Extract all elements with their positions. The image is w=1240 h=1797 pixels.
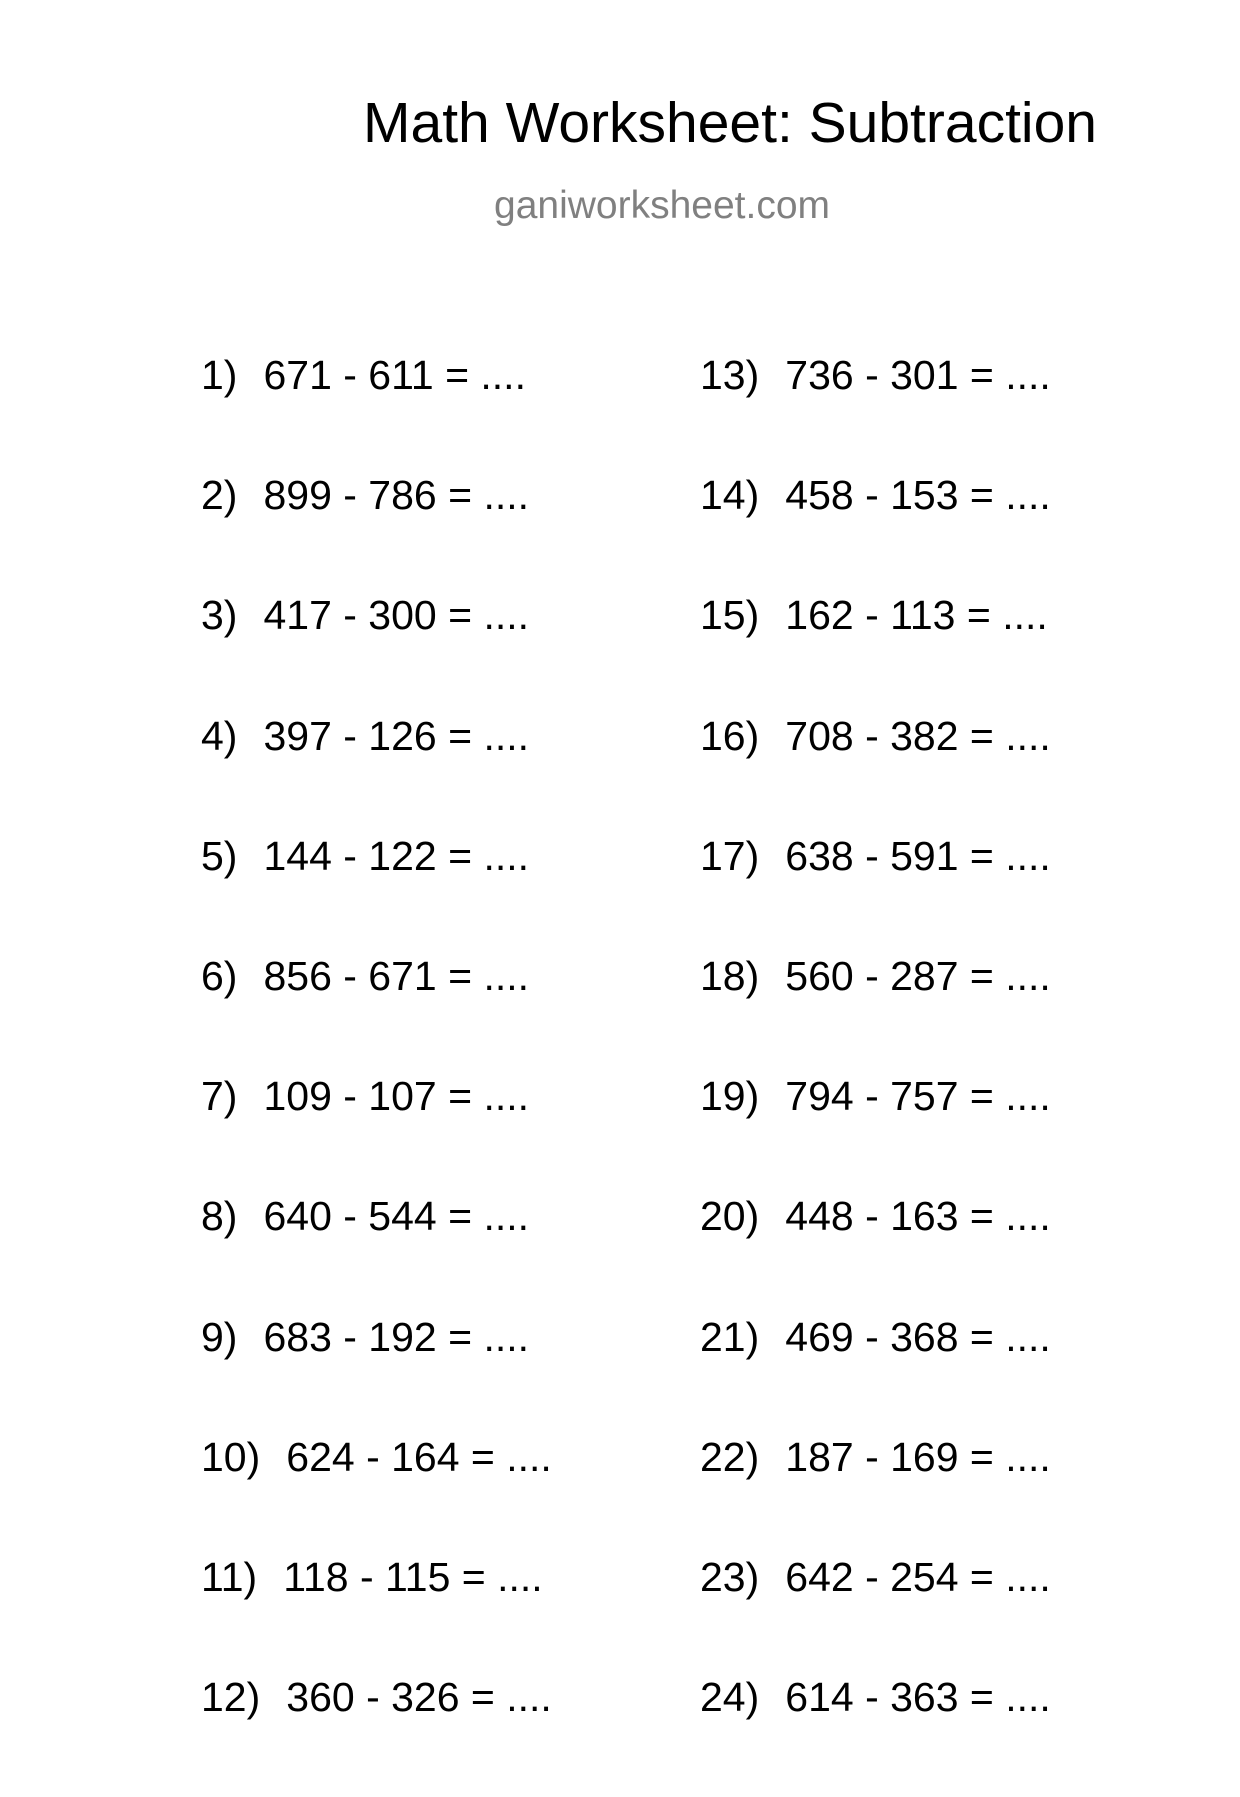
problem-expression: 144 - 122 = ....	[263, 832, 530, 879]
problem-1	[201, 352, 552, 475]
problem-18	[700, 952, 1051, 1076]
problem-number: 10)	[201, 1433, 261, 1480]
problem-expression: 614 - 363 = ....	[785, 1674, 1051, 1721]
problem-expression: 458 - 153 = ....	[785, 472, 1051, 519]
problem-number: 8)	[201, 1193, 238, 1240]
website-label: ganiworksheet.com	[494, 184, 830, 227]
problem-number: 16)	[700, 712, 760, 759]
problem-expression: 794 - 757 = ....	[785, 1073, 1051, 1120]
problem-12	[201, 1674, 552, 1797]
problem-expression: 671 - 611 = ....	[263, 352, 526, 398]
problem-number: 24)	[700, 1674, 760, 1721]
problem-expression: 469 - 368 = ....	[785, 1313, 1051, 1360]
problem-expression: 640 - 544 = ....	[263, 1193, 530, 1240]
problem-expression: 899 - 786 = ....	[263, 472, 530, 519]
problem-number: 3)	[201, 592, 238, 639]
problem-expression: 187 - 169 = ....	[785, 1433, 1051, 1480]
problem-10	[201, 1433, 552, 1557]
worksheet-title: Math Worksheet: Subtraction	[363, 91, 1097, 155]
problem-19	[700, 1073, 1051, 1196]
problem-number: 21)	[700, 1313, 760, 1360]
problem-number: 23)	[700, 1553, 760, 1600]
problem-23	[700, 1553, 1051, 1677]
problem-21	[700, 1313, 1051, 1437]
problem-11	[201, 1553, 552, 1677]
problem-number: 2)	[201, 472, 238, 519]
problem-expression: 708 - 382 = ....	[785, 712, 1051, 759]
problem-7	[201, 1073, 552, 1196]
problem-column-right	[700, 352, 1051, 1797]
problem-expression: 448 - 163 = ....	[785, 1193, 1051, 1240]
problem-13	[700, 352, 1051, 475]
problem-8	[201, 1193, 552, 1316]
problem-expression: 683 - 192 = ....	[263, 1313, 530, 1360]
problem-22	[700, 1433, 1051, 1557]
problem-number: 13)	[700, 352, 760, 398]
problem-number: 6)	[201, 952, 238, 999]
problem-column-left	[201, 352, 552, 1797]
problem-number: 5)	[201, 832, 238, 879]
problem-5	[201, 832, 552, 956]
problem-number: 4)	[201, 712, 238, 759]
problem-number: 9)	[201, 1313, 238, 1360]
problem-number: 11)	[201, 1553, 258, 1600]
problem-expression: 560 - 287 = ....	[785, 952, 1051, 999]
problem-4	[201, 712, 552, 836]
problem-number: 15)	[700, 592, 760, 639]
problem-expression: 642 - 254 = ....	[785, 1553, 1051, 1600]
problem-3	[201, 592, 552, 715]
problem-20	[700, 1193, 1051, 1316]
problem-number: 14)	[700, 472, 760, 519]
problem-14	[700, 472, 1051, 595]
problem-expression: 638 - 591 = ....	[785, 832, 1051, 879]
problem-expression: 162 - 113 = ....	[785, 592, 1048, 639]
problem-number: 18)	[700, 952, 760, 999]
problem-6	[201, 952, 552, 1076]
problem-9	[201, 1313, 552, 1437]
problem-expression: 417 - 300 = ....	[263, 592, 530, 639]
problem-number: 19)	[700, 1073, 760, 1120]
problem-expression: 118 - 115 = ....	[283, 1553, 543, 1600]
problem-expression: 624 - 164 = ....	[286, 1433, 552, 1480]
problem-2	[201, 472, 552, 595]
problem-number: 22)	[700, 1433, 760, 1480]
problem-expression: 856 - 671 = ....	[263, 952, 530, 999]
problem-expression: 109 - 107 = ....	[263, 1073, 530, 1120]
problem-number: 20)	[700, 1193, 760, 1240]
problem-number: 12)	[201, 1674, 261, 1721]
problem-expression: 360 - 326 = ....	[286, 1674, 552, 1721]
problem-16	[700, 712, 1051, 836]
problem-24	[700, 1674, 1051, 1797]
problem-expression: 736 - 301 = ....	[785, 352, 1051, 398]
problem-number: 1)	[201, 352, 238, 398]
problem-17	[700, 832, 1051, 956]
problem-expression: 397 - 126 = ....	[263, 712, 530, 759]
problem-number: 17)	[700, 832, 760, 879]
problem-15	[700, 592, 1051, 715]
problem-number: 7)	[201, 1073, 238, 1120]
